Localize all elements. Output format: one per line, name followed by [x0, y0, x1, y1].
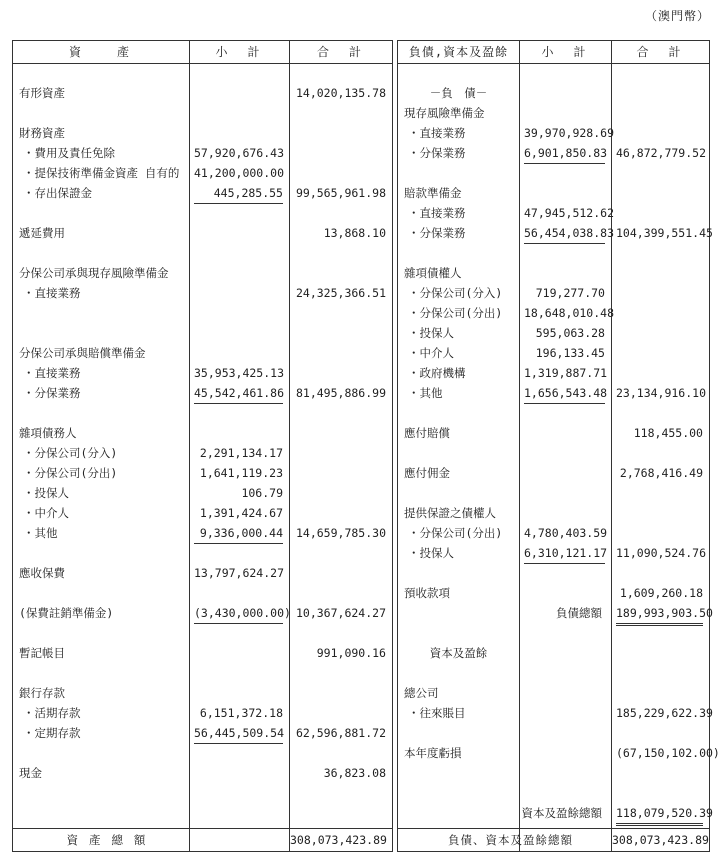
table-row [13, 263, 392, 283]
row-subtotal: 6,151,372.18 [199, 706, 283, 720]
table-row [398, 743, 720, 763]
table-row [13, 383, 392, 403]
row-label: ・提保技術準備金資產 自有的 [23, 166, 180, 180]
row-label: ・投保人 [408, 326, 454, 340]
row-subtotal: 57,920,676.43 [194, 146, 285, 160]
assets-grand-total-value: 308,073,423.89 [290, 833, 387, 847]
row-total: 23,134,916.10 [616, 386, 707, 400]
row-label: 銀行存款 [19, 686, 65, 700]
row-label: ・分保業務 [408, 146, 466, 160]
row-total: (67,150,102.00) [616, 746, 720, 760]
header-subtotal: 小 計 [215, 45, 264, 59]
table-row [398, 263, 709, 283]
header-divider [398, 63, 709, 64]
table-row [398, 523, 709, 543]
table-row [13, 703, 392, 723]
row-total: 104,399,551.45 [616, 226, 713, 240]
row-total: 11,090,524.76 [616, 546, 707, 560]
row-total: 13,868.10 [323, 226, 386, 240]
table-row [398, 463, 709, 483]
header-liabilities: 負債,資本及盈餘 [408, 45, 509, 59]
row-subtotal: 719,277.70 [535, 286, 605, 300]
row-label: 賠款準備金 [404, 186, 462, 200]
row-label: ・中介人 [408, 346, 454, 360]
row-subtotal: (3,430,000.00) [194, 603, 283, 624]
table-row [13, 143, 392, 163]
row-total: 2,768,416.49 [619, 466, 703, 480]
table-row [13, 723, 392, 743]
row-total: 36,823.08 [323, 766, 386, 780]
table-row [13, 763, 392, 783]
row-label: 資本及盈餘 [429, 646, 488, 660]
row-subtotal: 18,648,010.48 [524, 306, 615, 320]
table-row [13, 423, 392, 443]
row-subtotal: 6,901,850.83 [524, 143, 605, 164]
row-label: 應收保費 [19, 566, 65, 580]
row-label: 雜項債務人 [19, 426, 77, 440]
liabilities-grand-total-value: 308,073,423.89 [612, 833, 709, 847]
row-label: 有形資產 [19, 86, 65, 100]
row-label: ・直接業務 [23, 366, 81, 380]
assets-table [12, 40, 393, 852]
row-label: －負 債－ [429, 86, 488, 100]
row-label: ・直接業務 [23, 286, 81, 300]
table-row [13, 83, 392, 103]
table-row [398, 303, 709, 323]
header-divider [13, 63, 392, 64]
table-row [398, 703, 713, 723]
table-row [398, 423, 709, 443]
row-label: (保費註銷準備金) [19, 606, 114, 620]
row-label: 資本及盈餘總額 [521, 806, 602, 820]
row-subtotal: 196,133.45 [535, 346, 605, 360]
row-label: ・中介人 [23, 506, 69, 520]
row-total: 99,565,961.98 [295, 186, 386, 200]
row-label: ・費用及責任免除 [23, 146, 115, 160]
header-subtotal: 小 計 [541, 45, 590, 59]
row-label: ・直接業務 [408, 206, 466, 220]
row-subtotal: 1,641,119.23 [199, 466, 283, 480]
row-label: 本年度虧損 [404, 746, 462, 760]
table-row [13, 483, 392, 503]
row-label: ・分保業務 [23, 386, 81, 400]
row-label: ・分保業務 [408, 226, 466, 240]
row-subtotal: 9,336,000.44 [194, 523, 283, 544]
row-label: 負債總額 [556, 606, 602, 620]
row-total: 46,872,779.52 [616, 146, 707, 160]
row-total: 1,609,260.18 [619, 586, 703, 600]
table-row [13, 603, 392, 623]
row-total: 81,495,886.99 [295, 386, 386, 400]
table-row [13, 443, 392, 463]
table-row [13, 463, 392, 483]
table-row [13, 123, 392, 143]
table-row [13, 283, 392, 303]
row-subtotal: 595,063.28 [535, 326, 605, 340]
table-row [13, 163, 392, 183]
row-total: 14,659,785.30 [295, 526, 386, 540]
row-label: 現存風險準備金 [404, 106, 485, 120]
row-label: ・分保公司(分出) [408, 306, 503, 320]
table-row [398, 603, 713, 623]
table-row [398, 383, 709, 403]
row-total: 14,020,135.78 [295, 86, 386, 100]
row-label: 遞延費用 [19, 226, 65, 240]
row-subtotal: 1,391,424.67 [199, 506, 283, 520]
row-subtotal: 445,285.55 [194, 183, 283, 204]
row-subtotal: 47,945,512.62 [524, 206, 615, 220]
row-total: 991,090.16 [316, 646, 386, 660]
table-row [398, 223, 713, 243]
table-row [398, 203, 709, 223]
row-label: ・分保公司(分入) [23, 446, 118, 460]
table-row [398, 583, 709, 603]
row-label: ・分保公司(分出) [23, 466, 118, 480]
row-label: ・分保公司(分入) [408, 286, 503, 300]
row-label: 暫記帳目 [19, 646, 65, 660]
table-row [398, 503, 709, 523]
row-label: ・政府機構 [408, 366, 466, 380]
row-subtotal: 1,656,543.48 [524, 383, 605, 404]
row-total: 10,367,624.27 [295, 606, 386, 620]
table-row [13, 643, 392, 663]
row-subtotal: 6,310,121.17 [524, 543, 605, 564]
row-label: ・其他 [23, 526, 58, 540]
row-label: ・往來賬目 [408, 706, 466, 720]
table-row [398, 543, 709, 563]
row-total: 62,596,881.72 [295, 726, 386, 740]
row-total: 118,079,520.39 [616, 803, 703, 826]
table-row [398, 643, 709, 663]
row-label: 提供保證之債權人 [404, 506, 496, 520]
row-total: 189,993,903.50 [616, 603, 703, 626]
row-label: ・直接業務 [408, 126, 466, 140]
header-assets: 資 產 [68, 45, 133, 59]
row-label: 現金 [19, 766, 42, 780]
table-row [398, 183, 709, 203]
row-label: ・投保人 [23, 486, 69, 500]
table-row [13, 343, 392, 363]
table-row [398, 83, 709, 103]
assets-grand-total-label: 資 產 總 額 [66, 833, 148, 847]
row-subtotal: 1,319,887.71 [524, 366, 608, 380]
table-row [398, 323, 709, 343]
table-row [13, 523, 392, 543]
row-subtotal: 56,445,509.54 [194, 723, 283, 744]
table-row [398, 103, 709, 123]
table-row [13, 563, 392, 583]
row-label: ・存出保證金 [23, 186, 92, 200]
table-row [13, 503, 392, 523]
row-subtotal: 4,780,403.59 [524, 526, 608, 540]
row-label: ・投保人 [408, 546, 454, 560]
row-label: ・分保公司(分出) [408, 526, 503, 540]
row-label: 財務資產 [19, 126, 65, 140]
table-row [13, 683, 392, 703]
row-subtotal: 39,970,928.69 [524, 126, 615, 140]
table-row [13, 223, 392, 243]
row-subtotal: 2,291,134.17 [199, 446, 283, 460]
row-subtotal: 41,200,000.00 [194, 166, 285, 180]
row-label: ・定期存款 [23, 726, 81, 740]
row-label: 總公司 [404, 686, 439, 700]
table-row [398, 803, 713, 823]
table-row [398, 363, 709, 383]
row-label: 應付佣金 [404, 466, 450, 480]
row-label: ・其他 [408, 386, 443, 400]
row-label: 預收款項 [404, 586, 450, 600]
row-subtotal: 45,542,461.86 [194, 383, 283, 404]
table-row [398, 143, 709, 163]
table-row [398, 123, 709, 143]
liabilities-grand-total-row [398, 828, 709, 851]
row-label: 雜項債權人 [404, 266, 462, 280]
header-total: 合 計 [316, 45, 365, 59]
row-subtotal: 13,797,624.27 [194, 566, 285, 580]
liabilities-grand-total-label: 負債、資本及盈餘總額 [448, 833, 573, 847]
assets-grand-total-row [13, 828, 392, 851]
row-label: ・活期存款 [23, 706, 81, 720]
row-subtotal: 56,454,038.83 [524, 223, 605, 244]
currency-note: （澳門幣） [644, 9, 710, 23]
row-label: 應付賠償 [404, 426, 450, 440]
row-label: 分保公司承與賠償準備金 [19, 346, 146, 360]
row-label: 分保公司承與現存風險準備金 [19, 266, 169, 280]
table-row [398, 683, 709, 703]
table-row [13, 183, 392, 203]
table-row [13, 363, 392, 383]
table-row [398, 343, 709, 363]
row-total: 185,229,622.39 [616, 706, 713, 720]
row-total: 118,455.00 [633, 426, 703, 440]
table-row [398, 283, 709, 303]
row-subtotal: 106.79 [241, 486, 283, 500]
liabilities-table [397, 40, 720, 852]
row-total: 24,325,366.51 [295, 286, 386, 300]
header-total: 合 計 [636, 45, 685, 59]
row-subtotal: 35,953,425.13 [194, 366, 285, 380]
